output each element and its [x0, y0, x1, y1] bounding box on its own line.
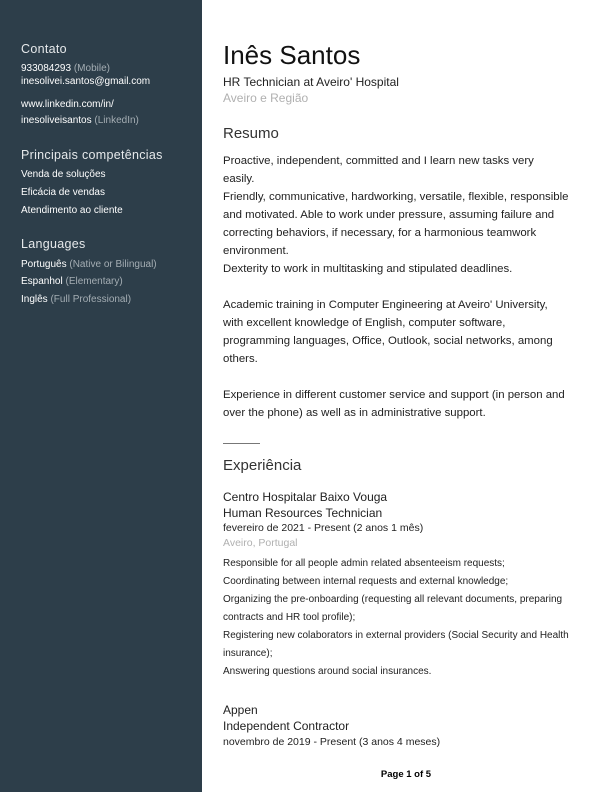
page-number: Page 1 of 5 [380, 769, 432, 780]
language-level: (Elementary) [65, 276, 123, 287]
language-name: Espanhol [21, 276, 63, 287]
skill-item: Venda de soluções [21, 169, 106, 180]
location: Aveiro e Região [223, 91, 309, 105]
language-name: Português [21, 259, 67, 270]
contact-heading: Contato [21, 42, 67, 56]
job-description: Responsible for all people admin related absenteeism requests; Coordinating between internal requests and external knowledge; Organizing the pre-onboarding (requesting all relevant documents, preparing contracts and HR tool profile); Registering new colaborators in external providers (Social Security and Health insurance); Answering questions around social insurances. [223, 558, 569, 677]
phone [21, 63, 110, 74]
experience-heading: Experiência [223, 457, 302, 474]
job-dates: novembro de 2019 - Present (3 anos 4 meses) [223, 736, 441, 748]
linkedin-type: (LinkedIn) [94, 115, 139, 126]
language-item [21, 259, 157, 270]
headline: HR Technician at Aveiro' Hospital [223, 75, 399, 89]
summary-paragraph: Academic training in Computer Engineering at Aveiro' University, with excellent knowledge of English, computer software, programming languages, Office, Outlook, social networks, among others. [223, 299, 553, 365]
language-item [21, 294, 131, 305]
email-link[interactable]: inesolivei.santos@gmail.com [21, 76, 151, 87]
linkedin-link-line2[interactable]: inesoliveisantos [21, 115, 92, 126]
skills-heading: Principais competências [21, 148, 163, 162]
section-divider [223, 443, 260, 444]
job-title: Independent Contractor [223, 719, 350, 733]
phone-number: 933084293 [21, 63, 72, 74]
language-level: (Full Professional) [50, 294, 132, 305]
skill-item: Atendimento ao cliente [21, 205, 123, 216]
skill-item: Eficácia de vendas [21, 187, 105, 198]
full-name: Inês Santos [223, 40, 361, 70]
job-title: Human Resources Technician [223, 506, 383, 520]
summary-paragraph: Experience in different customer service and support (in person and over the phone) as well as in administrative support. [223, 389, 565, 419]
languages-heading: Languages [21, 237, 86, 251]
job-company: Centro Hospitalar Baixo Vouga [223, 490, 388, 504]
linkedin-link-line1[interactable]: www.linkedin.com/in/ [21, 99, 114, 110]
summary-paragraph: Proactive, independent, committed and I learn new tasks very easily. Friendly, communicative, hardworking, versatile, flexible, responsible and motivated. Able to work under pressure, assuming failure and correcting behaviors, if necessary, for a harmonious teamwork environment. Dexterity to work in multitasking and stipulated deadlines. [223, 155, 569, 275]
summary-heading: Resumo [223, 125, 279, 142]
language-item [21, 276, 123, 287]
language-level: (Native or Bilingual) [69, 259, 157, 270]
phone-type: (Mobile) [73, 63, 110, 74]
job-company: Appen [223, 703, 258, 717]
language-name: Inglês [21, 294, 48, 305]
linkedin-link[interactable] [21, 115, 139, 126]
job-dates: fevereiro de 2021 - Present (2 anos 1 mês) [223, 522, 424, 534]
job-location: Aveiro, Portugal [223, 537, 298, 549]
sidebar [0, 0, 202, 792]
